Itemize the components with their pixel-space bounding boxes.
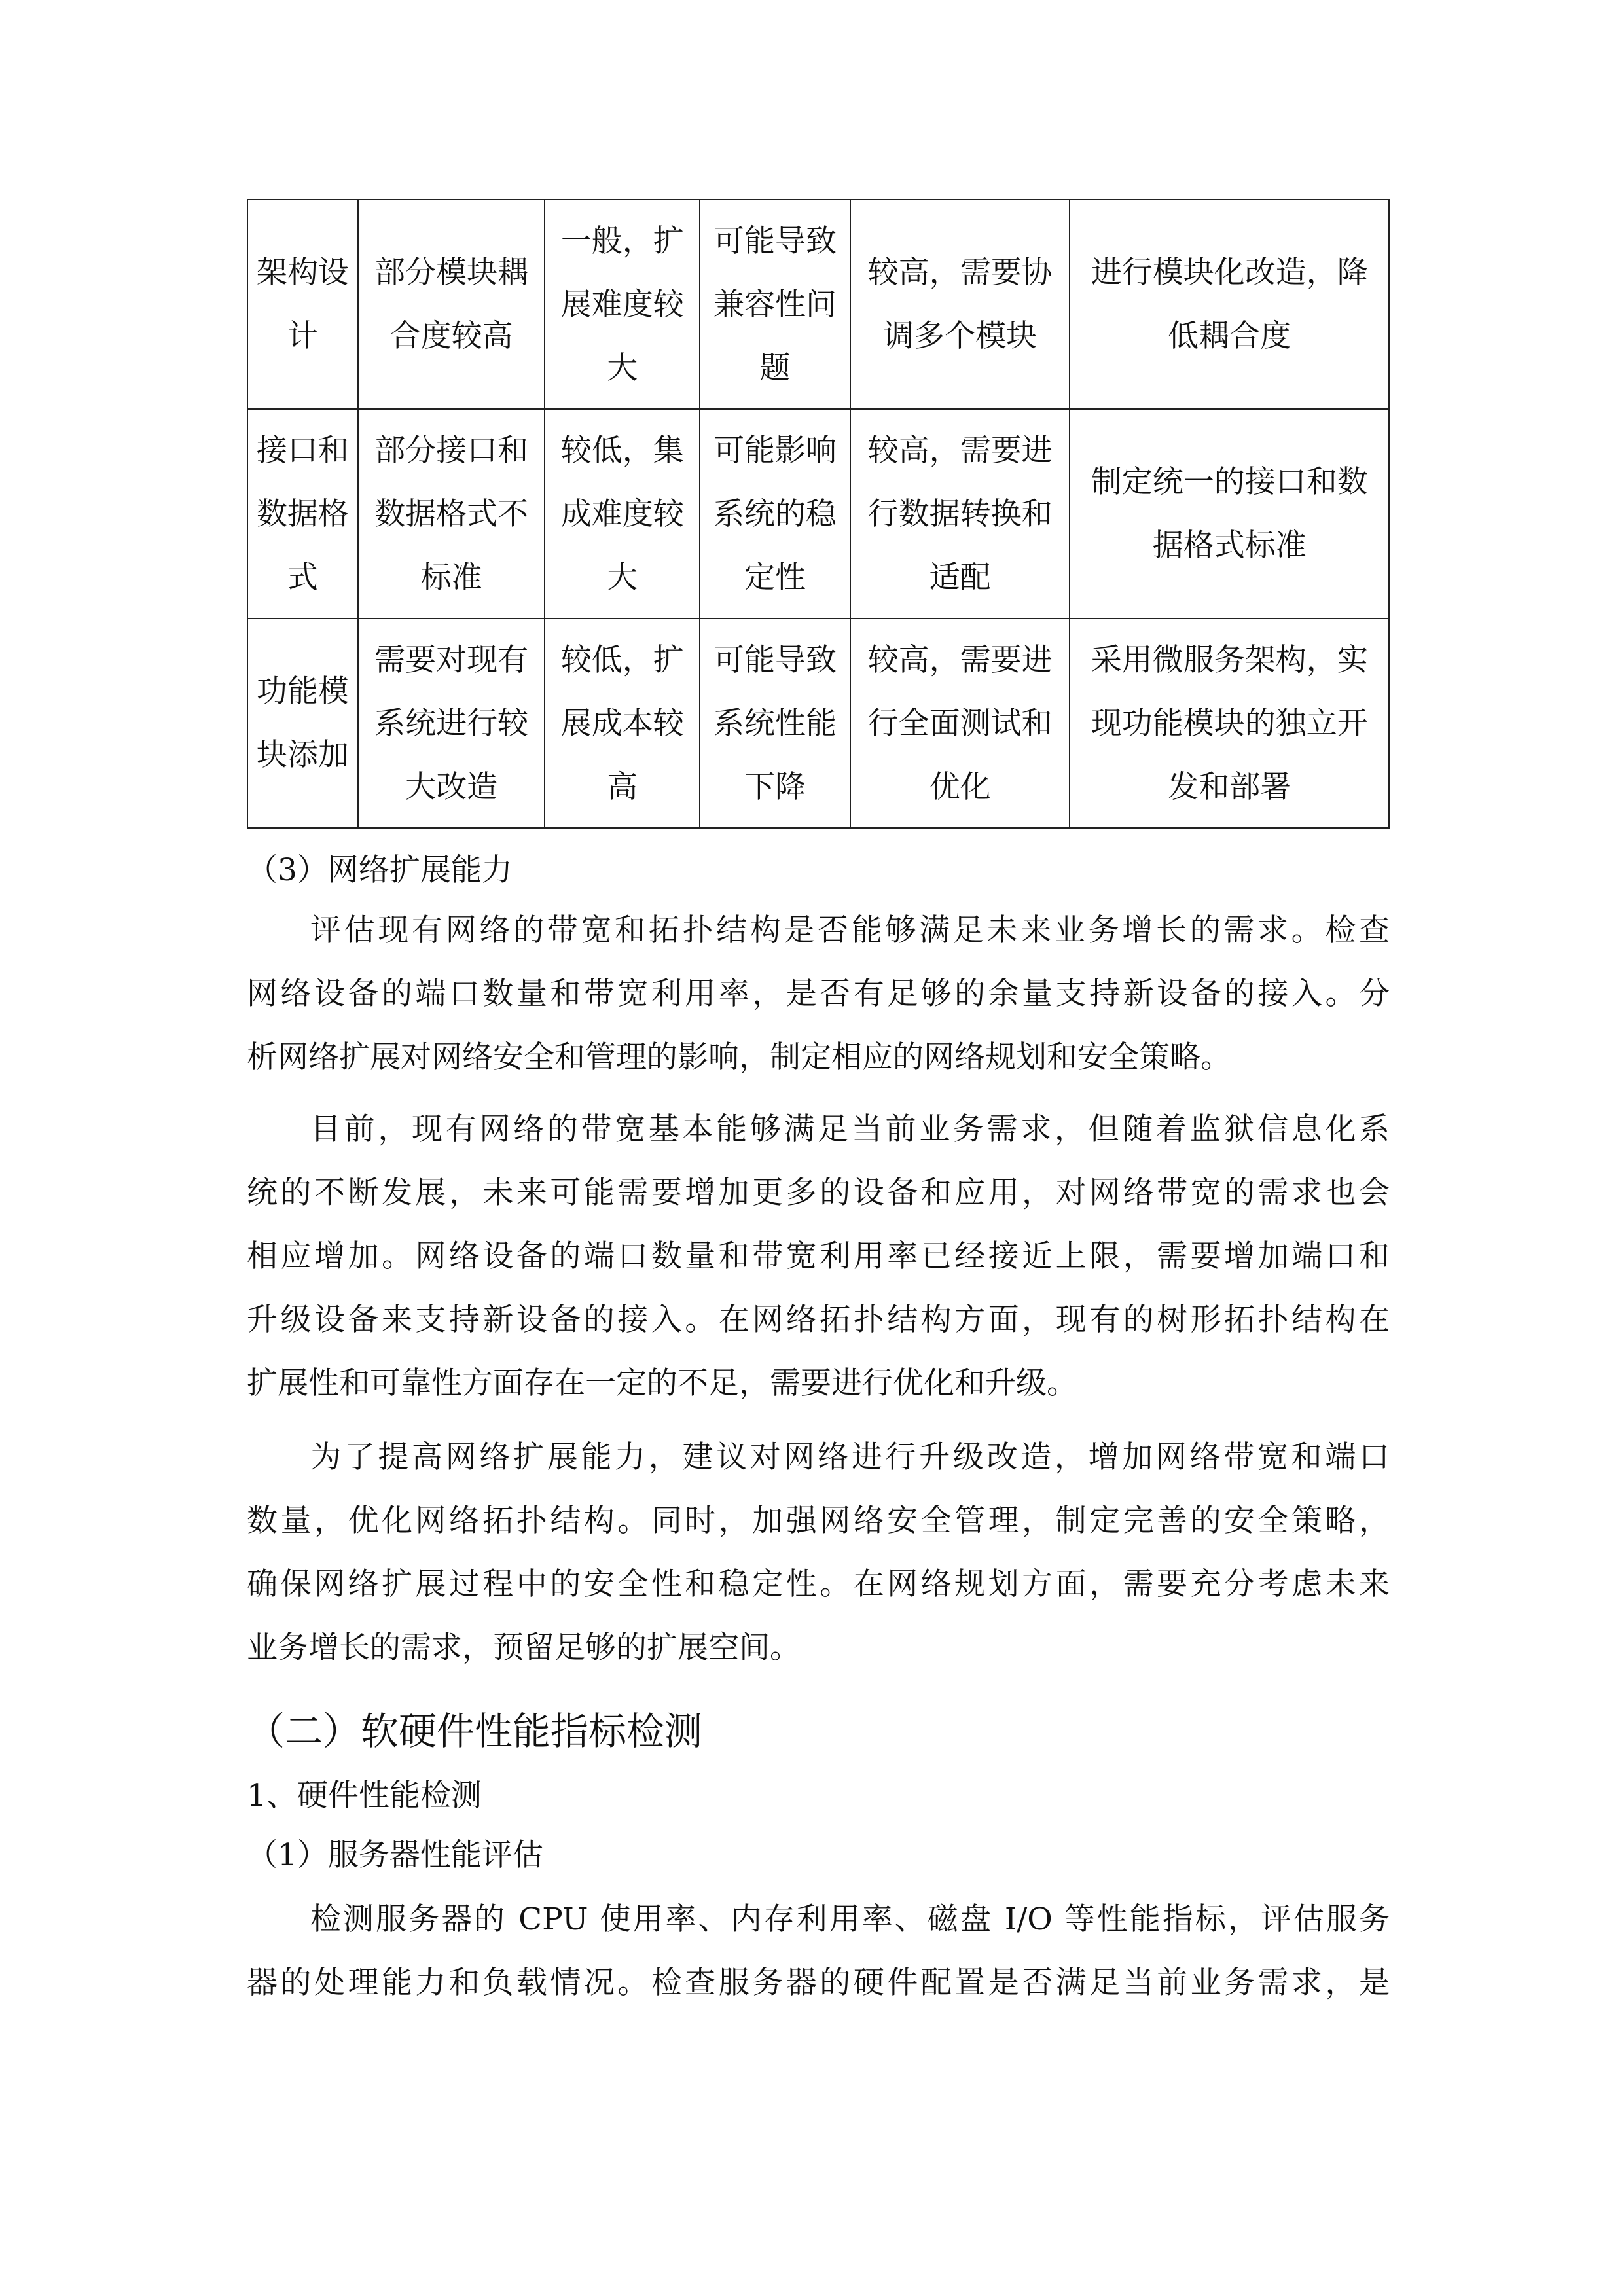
paragraph-line: 升级设备来支持新设备的接入。在网络拓扑结构方面，现有的树形拓扑结构在 bbox=[247, 1302, 1390, 1338]
cell-text: 式 bbox=[287, 559, 318, 596]
paragraph-line: 为了提高网络扩展能力，建议对网络进行升级改造，增加网络带宽和端口 bbox=[310, 1439, 1390, 1475]
cell-text: 可能导致 bbox=[713, 223, 837, 259]
cell-text: 现功能模块的独立开 bbox=[1091, 705, 1368, 742]
cell-text: 可能导致 bbox=[713, 641, 837, 678]
table-cell bbox=[358, 619, 545, 828]
cell-text: 块添加 bbox=[256, 737, 349, 773]
cell-text: 据格式标准 bbox=[1152, 528, 1307, 564]
table-row bbox=[247, 619, 1389, 828]
table-cell bbox=[1070, 619, 1389, 828]
cell-text: 架构设 bbox=[256, 255, 349, 291]
paragraph-line: 析网络扩展对网络安全和管理的影响，制定相应的网络规划和安全策略。 bbox=[247, 1039, 1231, 1075]
table-cell bbox=[1070, 409, 1389, 619]
table-cell bbox=[850, 409, 1070, 619]
cell-text: 数据格式不 bbox=[374, 495, 529, 532]
subheading-server-evaluation: （1）服务器性能评估 bbox=[247, 1837, 543, 1873]
cell-text: 进行模块化改造，降 bbox=[1091, 255, 1368, 291]
cell-text: 行数据转换和 bbox=[867, 495, 1053, 532]
cell-text: 大 bbox=[607, 559, 638, 596]
cell-text: 接口和 bbox=[256, 432, 349, 469]
paragraph-line: 评估现有网络的带宽和拓扑结构是否能够满足未来业务增长的需求。检查 bbox=[310, 912, 1390, 948]
heading-performance-testing: （二）软硬件性能指标检测 bbox=[247, 1709, 703, 1753]
cell-text: 发和部署 bbox=[1168, 768, 1291, 805]
table-cell bbox=[700, 200, 850, 409]
table-cell bbox=[700, 619, 850, 828]
cell-text: 行全面测试和 bbox=[867, 705, 1053, 742]
table-cell bbox=[850, 619, 1070, 828]
cell-text: 较高，需要进 bbox=[867, 641, 1053, 678]
cell-text: 计 bbox=[287, 318, 318, 354]
table-cell bbox=[545, 619, 700, 828]
assessment-table bbox=[247, 199, 1390, 829]
cell-text: 较低，集 bbox=[560, 432, 684, 469]
cell-text: 标准 bbox=[420, 559, 482, 596]
cell-text: 采用微服务架构，实 bbox=[1091, 641, 1368, 678]
paragraph-line: 业务增长的需求，预留足够的扩展空间。 bbox=[247, 1630, 801, 1666]
table-cell bbox=[850, 200, 1070, 409]
table-cell bbox=[545, 409, 700, 619]
cell-text: 调多个模块 bbox=[883, 318, 1038, 354]
paragraph-line: 目前，现有网络的带宽基本能够满足当前业务需求，但随着监狱信息化系 bbox=[310, 1111, 1390, 1147]
cell-text: 展成本较 bbox=[560, 705, 684, 742]
cell-text: 展难度较 bbox=[560, 286, 684, 323]
cell-text: 题 bbox=[759, 350, 791, 386]
paragraph-line: 网络设备的端口数量和带宽利用率，是否有足够的余量支持新设备的接入。分 bbox=[247, 976, 1390, 1012]
cell-text: 一般，扩 bbox=[560, 223, 684, 259]
table-cell bbox=[358, 200, 545, 409]
cell-text: 系统性能 bbox=[713, 705, 837, 742]
cell-text: 部分接口和 bbox=[374, 432, 529, 469]
cell-text: 兼容性问 bbox=[713, 286, 837, 323]
table-cell bbox=[247, 200, 358, 409]
cell-text: 需要对现有 bbox=[374, 641, 529, 678]
table-row bbox=[247, 200, 1389, 409]
cell-text: 高 bbox=[607, 768, 638, 805]
paragraph-line: 器的处理能力和负载情况。检查服务器的硬件配置是否满足当前业务需求，是 bbox=[247, 1965, 1390, 2001]
table-cell bbox=[1070, 200, 1389, 409]
cell-text: 较低，扩 bbox=[560, 641, 684, 678]
cell-text: 下降 bbox=[744, 768, 806, 805]
paragraph-server bbox=[247, 1888, 1390, 2015]
cell-text: 系统进行较 bbox=[374, 705, 529, 742]
cell-text: 可能影响 bbox=[713, 432, 837, 469]
paragraph-line: 确保网络扩展过程中的安全性和稳定性。在网络规划方面，需要充分考虑未来 bbox=[247, 1566, 1390, 1602]
cell-text: 成难度较 bbox=[560, 495, 684, 532]
paragraph-line: 统的不断发展，未来可能需要增加更多的设备和应用，对网络带宽的需求也会 bbox=[247, 1175, 1390, 1211]
table-cell bbox=[247, 619, 358, 828]
table-row bbox=[247, 409, 1389, 619]
cell-text: 合度较高 bbox=[389, 318, 513, 354]
paragraph-line: 检测服务器的 CPU 使用率、内存利用率、磁盘 I/O 等性能指标，评估服务 bbox=[310, 1901, 1390, 1937]
cell-text: 数据格 bbox=[256, 495, 349, 532]
paragraph-2 bbox=[247, 1098, 1390, 1415]
paragraph-line: 相应增加。网络设备的端口数量和带宽利用率已经接近上限，需要增加端口和 bbox=[247, 1238, 1390, 1274]
cell-text: 较高，需要进 bbox=[867, 432, 1053, 469]
section-title-network-expansion: （3）网络扩展能力 bbox=[247, 852, 513, 888]
cell-text: 低耦合度 bbox=[1168, 318, 1291, 354]
heading-hardware-testing: 1、硬件性能检测 bbox=[247, 1778, 482, 1814]
cell-text: 制定统一的接口和数 bbox=[1091, 464, 1368, 500]
cell-text: 功能模 bbox=[256, 673, 349, 709]
table-cell bbox=[358, 409, 545, 619]
table-cell bbox=[700, 409, 850, 619]
cell-text: 定性 bbox=[744, 559, 806, 596]
paragraph-line: 扩展性和可靠性方面存在一定的不足，需要进行优化和升级。 bbox=[247, 1365, 1077, 1401]
cell-text: 适配 bbox=[929, 559, 991, 596]
table-cell bbox=[545, 200, 700, 409]
cell-text: 系统的稳 bbox=[713, 495, 837, 532]
table-cell bbox=[247, 409, 358, 619]
paragraph-1 bbox=[247, 899, 1390, 1089]
cell-text: 优化 bbox=[929, 768, 991, 805]
cell-text: 大改造 bbox=[405, 768, 498, 805]
paragraph-line: 数量，优化网络拓扑结构。同时，加强网络安全管理，制定完善的安全策略， bbox=[247, 1503, 1390, 1539]
cell-text: 大 bbox=[607, 350, 638, 386]
paragraph-3 bbox=[247, 1426, 1390, 1679]
cell-text: 部分模块耦 bbox=[374, 255, 529, 291]
cell-text: 较高，需要协 bbox=[867, 255, 1053, 291]
